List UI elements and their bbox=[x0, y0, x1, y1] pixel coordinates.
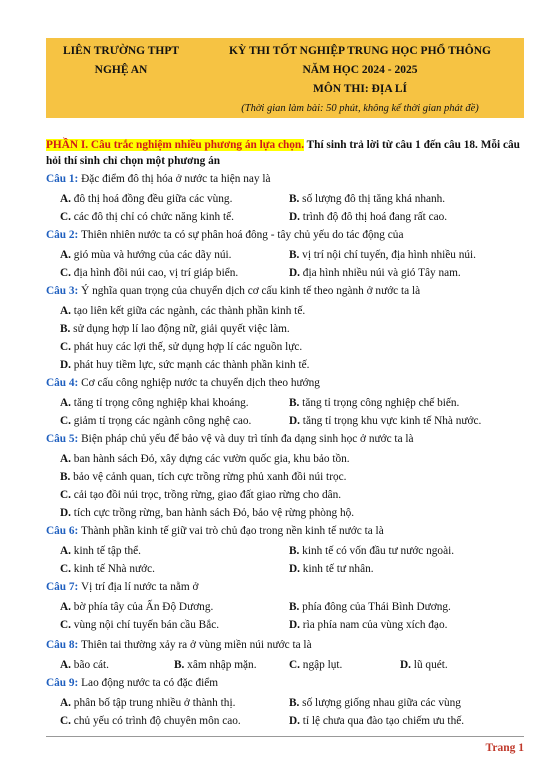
question-3 bbox=[46, 284, 420, 299]
option-3a: A. tạo liên kết giữa các ngành, các thành phần kinh tế. bbox=[60, 305, 306, 317]
option-5b: B. bảo vệ cảnh quan, tích cực trồng rừng phủ xanh đồi núi trọc. bbox=[60, 471, 347, 483]
question-5 bbox=[46, 432, 414, 447]
question-number: Câu 1: bbox=[46, 173, 79, 185]
option-8a: A. bão cát. bbox=[60, 659, 109, 671]
question-4 bbox=[46, 376, 320, 391]
exam-title-block bbox=[196, 42, 524, 118]
page-number: Trang 1 bbox=[485, 742, 524, 754]
option-5c: C. cải tạo đồi núi trọc, trồng rừng, giao đất giao rừng cho dân. bbox=[60, 489, 342, 501]
option-6b: B. kinh tế có vốn đầu tư nước ngoài. bbox=[289, 545, 455, 557]
option-9a: A. phân bố tập trung nhiều ở thành thị. bbox=[60, 697, 236, 709]
option-1b: B. số lượng đô thị tăng khá nhanh. bbox=[289, 193, 446, 205]
option-7d: D. rìa phía nam của vùng xích đạo. bbox=[289, 619, 448, 631]
question-text: Lao động nước ta có đặc điểm bbox=[78, 677, 219, 689]
option-1a: A. đô thị hoá đồng đều giữa các vùng. bbox=[60, 193, 233, 205]
exam-title: KỲ THI TỐT NGHIỆP TRUNG HỌC PHỔ THÔNG bbox=[229, 45, 491, 57]
part-title: PHẦN I. Câu trắc nghiệm nhiều phương án lựa chọn. bbox=[46, 139, 305, 151]
school-block bbox=[46, 42, 196, 80]
option-2b: B. vị trí nội chí tuyến, địa hình nhiều núi. bbox=[289, 249, 477, 261]
exam-time-note: (Thời gian làm bài: 50 phút, không kể thời gian phát đề) bbox=[241, 103, 479, 114]
question-2 bbox=[46, 228, 403, 243]
question-text: Cơ cấu công nghiệp nước ta chuyển dịch theo hướng bbox=[78, 377, 320, 389]
option-4b: B. tăng tỉ trọng công nghiệp chế biến. bbox=[289, 397, 460, 409]
exam-year: NĂM HỌC 2024 - 2025 bbox=[302, 64, 418, 76]
option-8c: C. ngập lụt. bbox=[289, 659, 343, 671]
question-number: Câu 2: bbox=[46, 229, 79, 241]
option-3c: C. phát huy các lợi thế, sử dụng hợp lí các nguồn lực. bbox=[60, 341, 303, 353]
question-number: Câu 8: bbox=[46, 639, 79, 651]
option-9d: D. tỉ lệ chưa qua đào tạo chiếm ưu thế. bbox=[289, 715, 465, 727]
option-1c: C. các đô thị chỉ có chức năng kinh tế. bbox=[60, 211, 234, 223]
question-number: Câu 5: bbox=[46, 433, 79, 445]
question-number: Câu 7: bbox=[46, 581, 79, 593]
option-6a: A. kinh tế tập thể. bbox=[60, 545, 141, 557]
question-number: Câu 9: bbox=[46, 677, 79, 689]
question-text: Thiên tai thường xảy ra ở vùng miền núi nước ta là bbox=[78, 639, 312, 651]
option-5a: A. ban hành sách Đỏ, xây dựng các vườn quốc gia, khu bảo tồn. bbox=[60, 453, 350, 465]
option-6d: D. kinh tế tư nhân. bbox=[289, 563, 374, 575]
part-heading bbox=[46, 137, 528, 169]
question-text: Ý nghĩa quan trọng của chuyển dịch cơ cấu kinh tế theo ngành ở nước ta là bbox=[78, 285, 421, 297]
exam-header bbox=[46, 38, 524, 118]
option-4a: A. tăng tỉ trọng công nghiệp khai khoáng. bbox=[60, 397, 249, 409]
question-number: Câu 4: bbox=[46, 377, 79, 389]
option-1d: D. trình độ đô thị hoá đang rất cao. bbox=[289, 211, 448, 223]
exam-subject: MÔN THI: ĐỊA LÍ bbox=[312, 83, 408, 95]
question-number: Câu 6: bbox=[46, 525, 79, 537]
question-text: Đặc điểm đô thị hóa ở nước ta hiện nay là bbox=[78, 173, 271, 185]
option-6c: C. kinh tế Nhà nước. bbox=[60, 563, 155, 575]
question-8 bbox=[46, 638, 312, 653]
option-8d: D. lũ quét. bbox=[400, 659, 448, 671]
question-number: Câu 3: bbox=[46, 285, 79, 297]
school-line-2: NGHỆ AN bbox=[94, 64, 148, 76]
question-text: Vị trí địa lí nước ta nằm ở bbox=[78, 581, 199, 593]
question-9 bbox=[46, 676, 218, 691]
option-7b: B. phía đông của Thái Bình Dương. bbox=[289, 601, 451, 613]
school-line-1: LIÊN TRƯỜNG THPT bbox=[62, 45, 180, 57]
option-8b: B. xâm nhập mặn. bbox=[174, 659, 257, 671]
option-4c: C. giảm tỉ trọng các ngành công nghệ cao. bbox=[60, 415, 252, 427]
option-3b: B. sử dụng hợp lí lao động nữ, giải quyết việc làm. bbox=[60, 323, 290, 335]
part-instruction: Thí sinh trả lời từ câu 1 đến câu 18. Mỗi câu hỏi thí sinh chỉ chọn một phương án bbox=[46, 139, 520, 167]
option-3d: D. phát huy tiềm lực, sức mạnh các thành phần kinh tế. bbox=[60, 359, 310, 371]
option-5d: D. tích cực trồng rừng, ban hành sách Đỏ, bảo vệ rừng phòng hộ. bbox=[60, 507, 355, 519]
option-2a: A. gió mùa và hướng của các dãy núi. bbox=[60, 249, 232, 261]
question-1 bbox=[46, 172, 271, 187]
option-4d: D. tăng tỉ trọng khu vực kinh tế Nhà nước. bbox=[289, 415, 482, 427]
option-7a: A. bờ phía tây của Ấn Độ Dương. bbox=[60, 601, 214, 613]
footer-divider bbox=[46, 736, 524, 737]
question-text: Biện pháp chủ yếu để bảo vệ và duy trì tính đa dạng sinh học ở nước ta là bbox=[78, 433, 414, 445]
question-text: Thành phần kinh tế giữ vai trò chủ đạo trong nền kinh tế nước ta là bbox=[78, 525, 384, 537]
question-6 bbox=[46, 524, 384, 539]
option-2c: C. địa hình đồi núi cao, vị trí giáp biển. bbox=[60, 267, 239, 279]
option-9c: C. chủ yếu có trình độ chuyên môn cao. bbox=[60, 715, 241, 727]
option-2d: D. địa hình nhiều núi và gió Tây nam. bbox=[289, 267, 461, 279]
option-7c: C. vùng nội chí tuyến bán cầu Bắc. bbox=[60, 619, 220, 631]
option-9b: B. số lượng giống nhau giữa các vùng bbox=[289, 697, 461, 709]
question-text: Thiên nhiên nước ta có sự phân hoá đông - tây chủ yếu do tác động của bbox=[78, 229, 404, 241]
question-7 bbox=[46, 580, 198, 595]
